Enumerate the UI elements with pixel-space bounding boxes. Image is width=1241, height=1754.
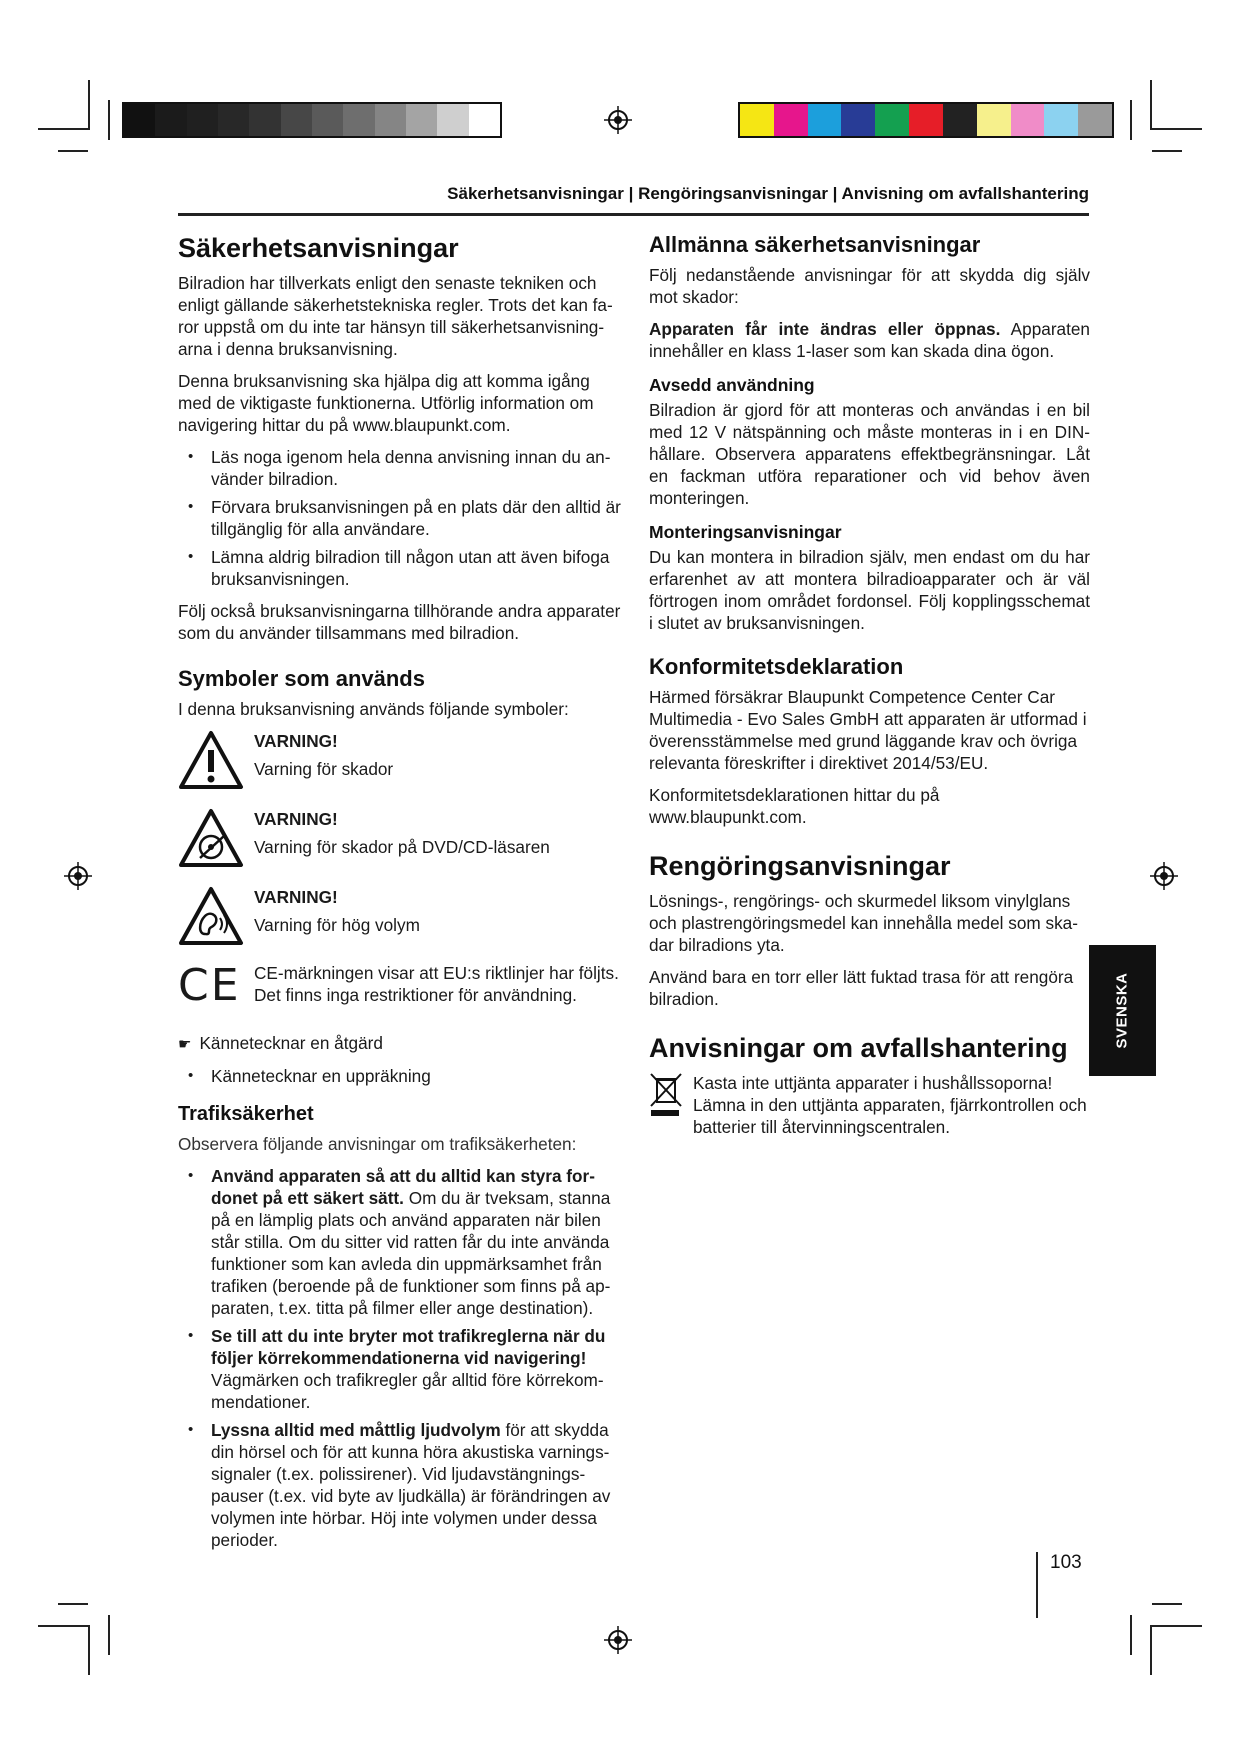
general-text: Apparaten innehåller en klass 1-laser som kan skada dina ögon. <box>649 319 1090 361</box>
crop-mark <box>88 80 90 130</box>
crop-mark <box>108 100 110 140</box>
crop-mark <box>1152 128 1202 130</box>
enum-list <box>178 1065 624 1087</box>
section-title-traffic: Trafiksäkerhet <box>178 1103 314 1125</box>
symbol-row <box>178 730 624 790</box>
calibration-swatch <box>977 104 1011 136</box>
grayscale-calibration-bar <box>122 102 502 138</box>
crop-mark <box>58 150 88 152</box>
calibration-swatch <box>155 104 186 136</box>
calibration-swatch <box>437 104 468 136</box>
list-item <box>178 1165 624 1319</box>
waste-row <box>649 1072 1090 1138</box>
warning-triangle-icon <box>178 730 244 790</box>
calibration-swatch <box>1078 104 1112 136</box>
cleaning-paragraph: Lösnings-, rengörings- och skurmedel liksom vinylglans och plastrengöringsmedel kan innehålla medel som skadar bilradions yta. <box>649 891 1078 955</box>
general-bold: Apparaten får inte ändras eller öppnas. <box>649 319 1001 339</box>
symbol-row <box>178 886 624 946</box>
section-title-usage: Avsedd användning <box>649 375 815 395</box>
crop-mark <box>1130 1615 1132 1655</box>
calibration-swatch <box>218 104 249 136</box>
crop-mark <box>1152 1603 1182 1605</box>
registration-mark-icon <box>604 106 632 134</box>
calibration-swatch <box>187 104 218 136</box>
calibration-swatch <box>740 104 774 136</box>
page-number: 103 <box>1050 1552 1082 1573</box>
calibration-swatch <box>875 104 909 136</box>
mounting-paragraph: Du kan montera in bilradion själv, men endast om du har erfarenhet av att montera bilradioapparater och är väl förtrogen inom området fordonsel. Följ kopplingsschemat i slutet av bruksanvisningen. <box>649 547 1090 633</box>
disc-laser-warning-icon <box>178 808 244 868</box>
section-title-safety: Säkerhetsanvisningar <box>178 233 459 263</box>
crop-mark <box>1152 150 1182 152</box>
hearing-warning-icon <box>178 886 244 946</box>
section-title-general: Allmänna säkerhetsanvisningar <box>649 232 981 257</box>
calibration-swatch <box>774 104 808 136</box>
right-column <box>649 228 1090 1138</box>
section-title-cleaning: Rengöringsanvisningar <box>649 851 951 881</box>
crop-mark <box>108 1615 110 1655</box>
calibration-swatch <box>808 104 842 136</box>
calibration-swatch <box>281 104 312 136</box>
section-title-mounting: Monteringsanvisningar <box>649 522 842 542</box>
symbol-heading: VARNING! <box>254 731 338 751</box>
list-item-text: Vägmärken och trafikregler går alltid före körrekommendationer. <box>211 1370 604 1412</box>
intro-paragraph: Denna bruksanvisning ska hjälpa dig att komma igång med de viktigaste funktionerna. Utförlig information om navigering hittar du på www.blaupunkt.com. <box>178 371 594 435</box>
conformity-paragraph: Konformitetsdeklarationen hittar du på www.blaupunkt.com. <box>649 785 940 827</box>
list-item-bold: Använd apparaten så att du alltid kan styra fordonet på ett säkert sätt. <box>211 1166 595 1208</box>
calibration-swatch <box>1044 104 1078 136</box>
calibration-swatch <box>312 104 343 136</box>
intro-bullet-list <box>178 446 624 590</box>
color-calibration-bar <box>738 102 1114 138</box>
pointing-hand-icon: ☛ <box>178 1035 192 1053</box>
waste-text: Kasta inte uttjänta apparater i hushållssoporna! Lämna in den uttjänta apparaten, fjärrkontrollen och batterier till återvinningscentralen. <box>693 1073 1087 1137</box>
calibration-swatch <box>343 104 374 136</box>
language-tab <box>1089 945 1156 1076</box>
crossed-bin-icon <box>649 1072 683 1118</box>
calibration-swatch <box>406 104 437 136</box>
ce-row <box>178 962 624 1022</box>
section-title-conformity: Konformitetsdeklaration <box>649 654 904 679</box>
list-item <box>178 1419 624 1551</box>
calibration-swatch <box>909 104 943 136</box>
traffic-list <box>178 1165 624 1551</box>
symbol-heading: VARNING! <box>254 887 338 907</box>
registration-mark-icon <box>1150 862 1178 890</box>
crop-mark <box>58 1603 88 1605</box>
general-paragraph: Följ nedanstående anvisningar för att skydda dig själv mot skador: <box>649 265 1090 307</box>
ce-text: CE-märkningen visar att EU:s riktlinjer har följts. Det finns inga restriktioner för användning. <box>254 963 619 1005</box>
language-tab-label: SVENSKA <box>1114 972 1131 1049</box>
crop-mark <box>38 1625 88 1627</box>
calibration-swatch <box>249 104 280 136</box>
crop-mark <box>1152 1625 1202 1627</box>
usage-paragraph: Bilradion är gjord för att monteras och användas i en bil med 12 V nätspänning och måste monteras in i en DIN-hållare. Observera apparatens effektbegränsningar. Låt en fackman utföra reparationer och vid behov även monteringen. <box>649 400 1090 508</box>
list-item: • Förvara bruksanvisningen på en plats där den alltid är tillgänglig för alla användare. <box>178 496 624 540</box>
symbol-text: Varning för skador på DVD/CD-läsaren <box>254 837 550 857</box>
crop-mark <box>1150 80 1152 130</box>
symbol-row <box>178 808 624 868</box>
section-title-symbols: Symboler som används <box>178 666 425 691</box>
registration-mark-icon <box>64 862 92 890</box>
symbol-text: Varning för hög volym <box>254 915 420 935</box>
registration-mark-icon <box>604 1626 632 1654</box>
list-item-text: Om du är tveksam, stanna på en lämplig plats och använd apparaten när bilen står stilla. Om du sitter vid ratten får du inte använda funktioner som kan avleda din uppmärksamhet från trafiken (beroende på de funktioner som finns på apparaten, t.ex. titta på filmer eller ange destination). <box>211 1188 611 1318</box>
list-item: • Lämna aldrig bilradion till någon utan att även bifoga bruksanvisningen. <box>178 546 624 590</box>
list-item: • Läs noga igenom hela denna anvisning innan du använder bilradion. <box>178 446 624 490</box>
ce-mark-icon: CE <box>178 960 241 1011</box>
general-paragraph <box>649 318 1090 362</box>
symbol-text: Varning för skador <box>254 759 394 779</box>
cleaning-paragraph: Använd bara en torr eller lätt fuktad trasa för att rengöra bilradion. <box>649 967 1074 1009</box>
page-number-rule <box>1036 1552 1038 1618</box>
section-title-waste: Anvisningar om avfallshantering <box>649 1033 1068 1063</box>
crop-mark <box>88 1625 90 1675</box>
crop-mark <box>1130 100 1132 140</box>
list-item-bold: Se till att du inte bryter mot trafikreglerna när du följer körrekommendationerna vid navigering! <box>211 1326 606 1368</box>
crop-mark <box>38 128 88 130</box>
list-item-bold: Lyssna alltid med måttlig ljudvolym <box>211 1420 501 1440</box>
conformity-paragraph: Härmed försäkrar Blaupunkt Competence Center Car Multimedia - Evo Sales GmbH att apparaten är utformad i överensstämmelse med grund läggande krav och övriga relevanta föreskrifter i direktivet 2014/53/EU. <box>649 687 1087 773</box>
action-row <box>178 1032 624 1055</box>
action-text: Kännetecknar en åtgärd <box>199 1033 383 1053</box>
list-item <box>178 1325 624 1413</box>
calibration-swatch <box>469 104 500 136</box>
symbol-heading: VARNING! <box>254 809 338 829</box>
intro-paragraph: Bilradion har tillverkats enligt den senaste tekniken och enligt gällande säkerhetstekniska regler. Trots det kan faror uppstå om du inte tar hänsyn till säkerhetsanvisningarna i denna bruksanvisning. <box>178 273 613 359</box>
calibration-swatch <box>943 104 977 136</box>
calibration-swatch <box>124 104 155 136</box>
running-head: Säkerhetsanvisningar | Rengöringsanvisningar | Anvisning om avfallshantering <box>447 184 1089 203</box>
crop-mark <box>1150 1625 1152 1675</box>
list-item: • Kännetecknar en uppräkning <box>178 1065 624 1087</box>
traffic-intro: Observera följande anvisningar om trafiksäkerheten: <box>178 1134 577 1154</box>
left-column <box>178 228 624 1561</box>
header-rule <box>178 213 1089 216</box>
symbols-intro: I denna bruksanvisning används följande symboler: <box>178 699 569 719</box>
calibration-swatch <box>841 104 875 136</box>
calibration-swatch <box>1011 104 1045 136</box>
calibration-swatch <box>375 104 406 136</box>
list-item-text: för att skydda din hörsel och för att kunna höra akustiska varningssignaler (t.ex. polissirener). Vid ljudavstängningspauser (t.ex. vid byte av ljudkälla) är förändringen av volymen inte hörbar. Höj inte volymen under dessa perioder. <box>211 1420 611 1550</box>
intro-paragraph: Följ också bruksanvisningarna tillhörande andra apparater som du använder tillsammans med bilradion. <box>178 601 621 643</box>
